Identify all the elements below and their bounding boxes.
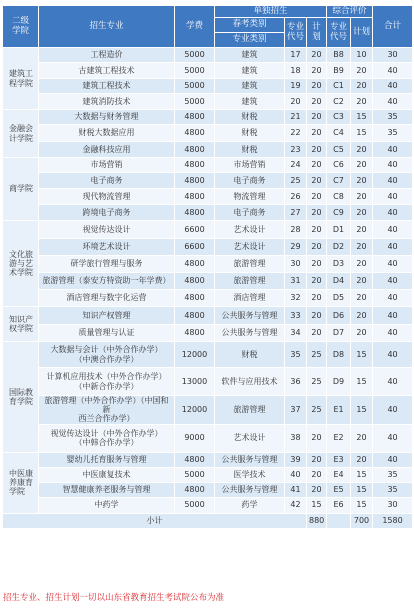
subtotal-plan-1: 880 bbox=[307, 513, 327, 528]
major-code-1-cell: 35 bbox=[285, 342, 307, 368]
major-cell: 金融科技应用 bbox=[39, 142, 175, 158]
major-cell: 旅游管理（中外合作办学）（中国和新 西兰合作办学） bbox=[39, 396, 175, 425]
plan-2-cell: 15 bbox=[351, 467, 373, 482]
plan-1-cell: 20 bbox=[307, 79, 327, 94]
fee-cell: 5000 bbox=[175, 48, 215, 63]
major-code-1-cell: 42 bbox=[285, 497, 307, 513]
fee-cell: 4800 bbox=[175, 189, 215, 205]
major-code-2-cell: D1 bbox=[327, 221, 351, 239]
table-row bbox=[3, 452, 413, 467]
subtotal-total: 1580 bbox=[373, 513, 413, 528]
major-cell: 大数据与会计（中外合作办学） （中澳合作办学） bbox=[39, 342, 175, 368]
table-row bbox=[3, 482, 413, 497]
fee-cell: 5000 bbox=[175, 467, 215, 482]
major-cell: 现代物流管理 bbox=[39, 189, 175, 205]
major-code-1-cell: 18 bbox=[285, 63, 307, 79]
plan-2-cell: 20 bbox=[351, 79, 373, 94]
category-cell: 艺术设计 bbox=[215, 239, 285, 256]
subtotal-label: 小计 bbox=[3, 513, 307, 528]
plan-2-cell: 20 bbox=[351, 94, 373, 110]
table-row bbox=[3, 290, 413, 307]
fee-cell: 5000 bbox=[175, 79, 215, 94]
category-cell: 公共服务与管理 bbox=[215, 482, 285, 497]
fee-cell: 6600 bbox=[175, 239, 215, 256]
total-cell: 40 bbox=[373, 158, 413, 173]
major-cell: 旅游管理（泰安方特资助一年学费） bbox=[39, 273, 175, 290]
major-code-2-cell: C4 bbox=[327, 125, 351, 142]
fee-cell: 4800 bbox=[175, 307, 215, 325]
plan-2-cell: 20 bbox=[351, 424, 373, 452]
table-row bbox=[3, 205, 413, 221]
plan-1-cell: 20 bbox=[307, 273, 327, 290]
category-cell: 财税 bbox=[215, 110, 285, 125]
category-cell: 建筑 bbox=[215, 79, 285, 94]
header-fee: 学费 bbox=[175, 6, 215, 48]
major-cell: 智慧健康养老服务与管理 bbox=[39, 482, 175, 497]
plan-1-cell: 25 bbox=[307, 342, 327, 368]
major-code-1-cell: 26 bbox=[285, 189, 307, 205]
total-cell: 40 bbox=[373, 205, 413, 221]
major-code-2-cell: E5 bbox=[327, 482, 351, 497]
plan-2-cell: 20 bbox=[351, 189, 373, 205]
table-row bbox=[3, 173, 413, 189]
total-cell: 40 bbox=[373, 239, 413, 256]
header-plan-1: 计划 bbox=[307, 18, 327, 48]
major-cell: 环境艺术设计 bbox=[39, 239, 175, 256]
total-cell: 30 bbox=[373, 497, 413, 513]
fee-cell: 4800 bbox=[175, 110, 215, 125]
category-cell: 财税 bbox=[215, 125, 285, 142]
plan-1-cell: 25 bbox=[307, 396, 327, 425]
category-cell: 财税 bbox=[215, 142, 285, 158]
major-code-1-cell: 37 bbox=[285, 396, 307, 425]
category-cell: 公共服务与管理 bbox=[215, 307, 285, 325]
table-row bbox=[3, 142, 413, 158]
major-code-1-cell: 19 bbox=[285, 79, 307, 94]
plan-2-cell: 15 bbox=[351, 342, 373, 368]
major-code-1-cell: 24 bbox=[285, 158, 307, 173]
table-row bbox=[3, 325, 413, 342]
table-row bbox=[3, 221, 413, 239]
major-code-1-cell: 36 bbox=[285, 368, 307, 396]
table-row bbox=[3, 158, 413, 173]
major-code-1-cell: 41 bbox=[285, 482, 307, 497]
plan-1-cell: 20 bbox=[307, 125, 327, 142]
total-cell: 40 bbox=[373, 79, 413, 94]
category-cell: 艺术设计 bbox=[215, 424, 285, 452]
fee-cell: 4800 bbox=[175, 125, 215, 142]
plan-1-cell: 20 bbox=[307, 467, 327, 482]
major-cell: 中药学 bbox=[39, 497, 175, 513]
major-code-2-cell: B8 bbox=[327, 48, 351, 63]
major-cell: 财税大数据应用 bbox=[39, 125, 175, 142]
plan-1-cell: 20 bbox=[307, 158, 327, 173]
major-code-1-cell: 32 bbox=[285, 290, 307, 307]
category-cell: 酒店管理 bbox=[215, 290, 285, 307]
major-cell: 中医康复技术 bbox=[39, 467, 175, 482]
table-row bbox=[3, 110, 413, 125]
major-code-2-cell: D3 bbox=[327, 256, 351, 273]
admission-plan-table bbox=[2, 5, 413, 529]
major-code-2-cell: D8 bbox=[327, 342, 351, 368]
category-cell: 市场营销 bbox=[215, 158, 285, 173]
plan-2-cell: 20 bbox=[351, 173, 373, 189]
table-row bbox=[3, 307, 413, 325]
college-cell: 建筑工 程学院 bbox=[3, 48, 39, 110]
plan-1-cell: 20 bbox=[307, 452, 327, 467]
plan-1-cell: 20 bbox=[307, 290, 327, 307]
subtotal-row bbox=[3, 513, 413, 528]
subtotal-plan-2: 700 bbox=[351, 513, 373, 528]
major-code-2-cell: D9 bbox=[327, 368, 351, 396]
header-independent-enrollment: 单独招生 bbox=[215, 6, 327, 18]
major-code-2-cell: C2 bbox=[327, 94, 351, 110]
major-code-1-cell: 25 bbox=[285, 173, 307, 189]
fee-cell: 4800 bbox=[175, 256, 215, 273]
major-code-2-cell: C3 bbox=[327, 110, 351, 125]
plan-1-cell: 20 bbox=[307, 239, 327, 256]
major-code-1-cell: 40 bbox=[285, 467, 307, 482]
major-code-2-cell: C5 bbox=[327, 142, 351, 158]
plan-1-cell: 20 bbox=[307, 173, 327, 189]
plan-1-cell: 20 bbox=[307, 482, 327, 497]
college-cell: 商学院 bbox=[3, 158, 39, 221]
table-row bbox=[3, 125, 413, 142]
major-cell: 市场营销 bbox=[39, 158, 175, 173]
fee-cell: 13000 bbox=[175, 368, 215, 396]
major-cell: 计算机应用技术（中外合作办学） （中新合作办学） bbox=[39, 368, 175, 396]
major-cell: 酒店管理与数字化运营 bbox=[39, 290, 175, 307]
category-cell: 医学技术 bbox=[215, 467, 285, 482]
total-cell: 40 bbox=[373, 396, 413, 425]
total-cell: 40 bbox=[373, 368, 413, 396]
major-code-1-cell: 27 bbox=[285, 205, 307, 221]
category-cell: 公共服务与管理 bbox=[215, 452, 285, 467]
plan-2-cell: 20 bbox=[351, 205, 373, 221]
plan-2-cell: 20 bbox=[351, 239, 373, 256]
major-code-1-cell: 39 bbox=[285, 452, 307, 467]
category-cell: 旅游管理 bbox=[215, 396, 285, 425]
plan-1-cell: 20 bbox=[307, 189, 327, 205]
fee-cell: 4800 bbox=[175, 452, 215, 467]
college-cell: 国际教 育学院 bbox=[3, 342, 39, 453]
major-code-1-cell: 29 bbox=[285, 239, 307, 256]
major-cell: 大数据与财务管理 bbox=[39, 110, 175, 125]
total-cell: 40 bbox=[373, 256, 413, 273]
plan-1-cell: 25 bbox=[307, 368, 327, 396]
plan-1-cell: 20 bbox=[307, 94, 327, 110]
plan-1-cell: 20 bbox=[307, 221, 327, 239]
major-code-2-cell: C1 bbox=[327, 79, 351, 94]
table-row bbox=[3, 79, 413, 94]
major-code-2-cell: C8 bbox=[327, 189, 351, 205]
total-cell: 40 bbox=[373, 290, 413, 307]
table-row bbox=[3, 273, 413, 290]
total-cell: 40 bbox=[373, 63, 413, 79]
plan-1-cell: 15 bbox=[307, 497, 327, 513]
major-code-1-cell: 21 bbox=[285, 110, 307, 125]
category-cell: 药学 bbox=[215, 497, 285, 513]
plan-2-cell: 20 bbox=[351, 63, 373, 79]
fee-cell: 4800 bbox=[175, 205, 215, 221]
plan-1-cell: 20 bbox=[307, 48, 327, 63]
category-cell: 电子商务 bbox=[215, 205, 285, 221]
major-code-2-cell: C9 bbox=[327, 205, 351, 221]
category-cell: 财税 bbox=[215, 342, 285, 368]
table-row bbox=[3, 467, 413, 482]
table-row bbox=[3, 497, 413, 513]
plan-2-cell: 15 bbox=[351, 396, 373, 425]
total-cell: 40 bbox=[373, 94, 413, 110]
plan-2-cell: 20 bbox=[351, 452, 373, 467]
major-code-1-cell: 28 bbox=[285, 221, 307, 239]
admission-plan-table-wrapper bbox=[2, 5, 412, 529]
plan-1-cell: 20 bbox=[307, 325, 327, 342]
fee-cell: 5000 bbox=[175, 94, 215, 110]
table-body bbox=[3, 48, 413, 514]
total-cell: 30 bbox=[373, 48, 413, 63]
header-comprehensive-evaluation: 综合评价 bbox=[327, 6, 373, 18]
major-code-2-cell: E1 bbox=[327, 396, 351, 425]
major-cell: 视觉传达设计（中外合作办学） （中韩合作办学） bbox=[39, 424, 175, 452]
total-cell: 40 bbox=[373, 342, 413, 368]
header-college: 二级 学院 bbox=[3, 6, 39, 48]
total-cell: 40 bbox=[373, 273, 413, 290]
category-cell: 物流管理 bbox=[215, 189, 285, 205]
total-cell: 40 bbox=[373, 424, 413, 452]
plan-1-cell: 20 bbox=[307, 256, 327, 273]
major-code-1-cell: 17 bbox=[285, 48, 307, 63]
category-cell: 软件与应用技术 bbox=[215, 368, 285, 396]
total-cell: 35 bbox=[373, 482, 413, 497]
category-cell: 旅游管理 bbox=[215, 256, 285, 273]
plan-2-cell: 20 bbox=[351, 221, 373, 239]
plan-2-cell: 20 bbox=[351, 158, 373, 173]
table-row bbox=[3, 396, 413, 425]
major-code-2-cell: E2 bbox=[327, 424, 351, 452]
header-spring-exam-category: 春考类别 bbox=[215, 18, 285, 33]
major-code-1-cell: 31 bbox=[285, 273, 307, 290]
plan-2-cell: 20 bbox=[351, 307, 373, 325]
table-row bbox=[3, 239, 413, 256]
fee-cell: 4800 bbox=[175, 273, 215, 290]
fee-cell: 5000 bbox=[175, 497, 215, 513]
major-cell: 跨境电子商务 bbox=[39, 205, 175, 221]
major-cell: 电子商务 bbox=[39, 173, 175, 189]
college-cell: 中医康 养康育 学院 bbox=[3, 452, 39, 513]
plan-2-cell: 15 bbox=[351, 497, 373, 513]
total-cell: 40 bbox=[373, 307, 413, 325]
total-cell: 40 bbox=[373, 142, 413, 158]
header-major-category: 专业类别 bbox=[215, 33, 285, 48]
category-cell: 旅游管理 bbox=[215, 273, 285, 290]
table-row bbox=[3, 424, 413, 452]
plan-2-cell: 20 bbox=[351, 325, 373, 342]
fee-cell: 12000 bbox=[175, 396, 215, 425]
major-cell: 工程造价 bbox=[39, 48, 175, 63]
plan-2-cell: 15 bbox=[351, 368, 373, 396]
major-code-2-cell: D6 bbox=[327, 307, 351, 325]
major-code-2-cell: B9 bbox=[327, 63, 351, 79]
table-row bbox=[3, 256, 413, 273]
plan-1-cell: 20 bbox=[307, 205, 327, 221]
fee-cell: 4800 bbox=[175, 158, 215, 173]
major-code-1-cell: 38 bbox=[285, 424, 307, 452]
plan-1-cell: 20 bbox=[307, 142, 327, 158]
header-major-code-1: 专业 代号 bbox=[285, 18, 307, 48]
major-cell: 建筑消防技术 bbox=[39, 94, 175, 110]
header-total: 合计 bbox=[373, 6, 413, 48]
plan-2-cell: 20 bbox=[351, 256, 373, 273]
total-cell: 40 bbox=[373, 173, 413, 189]
major-code-2-cell: C7 bbox=[327, 173, 351, 189]
fee-cell: 9000 bbox=[175, 424, 215, 452]
major-code-2-cell: E4 bbox=[327, 467, 351, 482]
major-code-2-cell: E3 bbox=[327, 452, 351, 467]
major-cell: 视觉传达设计 bbox=[39, 221, 175, 239]
table-row bbox=[3, 63, 413, 79]
major-code-1-cell: 20 bbox=[285, 94, 307, 110]
total-cell: 40 bbox=[373, 189, 413, 205]
table-row bbox=[3, 48, 413, 63]
total-cell: 40 bbox=[373, 325, 413, 342]
plan-2-cell: 15 bbox=[351, 110, 373, 125]
header-major: 招生专业 bbox=[39, 6, 175, 48]
category-cell: 艺术设计 bbox=[215, 221, 285, 239]
header-plan-2: 计划 bbox=[351, 18, 373, 48]
plan-2-cell: 15 bbox=[351, 482, 373, 497]
major-code-2-cell: D7 bbox=[327, 325, 351, 342]
major-code-1-cell: 23 bbox=[285, 142, 307, 158]
category-cell: 公共服务与管理 bbox=[215, 325, 285, 342]
fee-cell: 4800 bbox=[175, 142, 215, 158]
fee-cell: 6600 bbox=[175, 221, 215, 239]
table-row bbox=[3, 368, 413, 396]
category-cell: 建筑 bbox=[215, 94, 285, 110]
table-row bbox=[3, 189, 413, 205]
total-cell: 40 bbox=[373, 452, 413, 467]
major-cell: 婴幼儿托育服务与管理 bbox=[39, 452, 175, 467]
major-cell: 质量管理与认证 bbox=[39, 325, 175, 342]
total-cell: 35 bbox=[373, 110, 413, 125]
category-cell: 建筑 bbox=[215, 48, 285, 63]
fee-cell: 4800 bbox=[175, 173, 215, 189]
major-cell: 研学旅行管理与服务 bbox=[39, 256, 175, 273]
plan-2-cell: 20 bbox=[351, 290, 373, 307]
total-cell: 35 bbox=[373, 125, 413, 142]
total-cell: 40 bbox=[373, 221, 413, 239]
header-major-code-2: 专业 代号 bbox=[327, 18, 351, 48]
footnote: 招生专业、招生计划一切以山东省教育招生考试院公布为准 bbox=[3, 593, 225, 603]
fee-cell: 12000 bbox=[175, 342, 215, 368]
plan-1-cell: 20 bbox=[307, 110, 327, 125]
category-cell: 建筑 bbox=[215, 63, 285, 79]
table-row bbox=[3, 94, 413, 110]
plan-1-cell: 20 bbox=[307, 63, 327, 79]
college-cell: 金融会 计学院 bbox=[3, 110, 39, 158]
major-code-1-cell: 22 bbox=[285, 125, 307, 142]
college-cell: 文化旅 游与艺 术学院 bbox=[3, 221, 39, 307]
college-cell: 知识产 权学院 bbox=[3, 307, 39, 342]
plan-2-cell: 20 bbox=[351, 273, 373, 290]
fee-cell: 4800 bbox=[175, 325, 215, 342]
plan-2-cell: 15 bbox=[351, 125, 373, 142]
plan-1-cell: 20 bbox=[307, 307, 327, 325]
category-cell: 电子商务 bbox=[215, 173, 285, 189]
plan-2-cell: 10 bbox=[351, 48, 373, 63]
major-code-1-cell: 34 bbox=[285, 325, 307, 342]
major-code-2-cell: D2 bbox=[327, 239, 351, 256]
major-code-1-cell: 33 bbox=[285, 307, 307, 325]
major-cell: 古建筑工程技术 bbox=[39, 63, 175, 79]
major-code-2-cell: D4 bbox=[327, 273, 351, 290]
major-code-2-cell: D5 bbox=[327, 290, 351, 307]
major-code-2-cell: E6 bbox=[327, 497, 351, 513]
table-row bbox=[3, 342, 413, 368]
fee-cell: 4800 bbox=[175, 290, 215, 307]
subtotal-blank bbox=[327, 513, 351, 528]
plan-1-cell: 20 bbox=[307, 424, 327, 452]
major-code-1-cell: 30 bbox=[285, 256, 307, 273]
plan-2-cell: 20 bbox=[351, 142, 373, 158]
fee-cell: 5000 bbox=[175, 63, 215, 79]
major-code-2-cell: C6 bbox=[327, 158, 351, 173]
major-cell: 知识产权管理 bbox=[39, 307, 175, 325]
fee-cell: 4800 bbox=[175, 482, 215, 497]
major-cell: 建筑工程技术 bbox=[39, 79, 175, 94]
total-cell: 35 bbox=[373, 467, 413, 482]
